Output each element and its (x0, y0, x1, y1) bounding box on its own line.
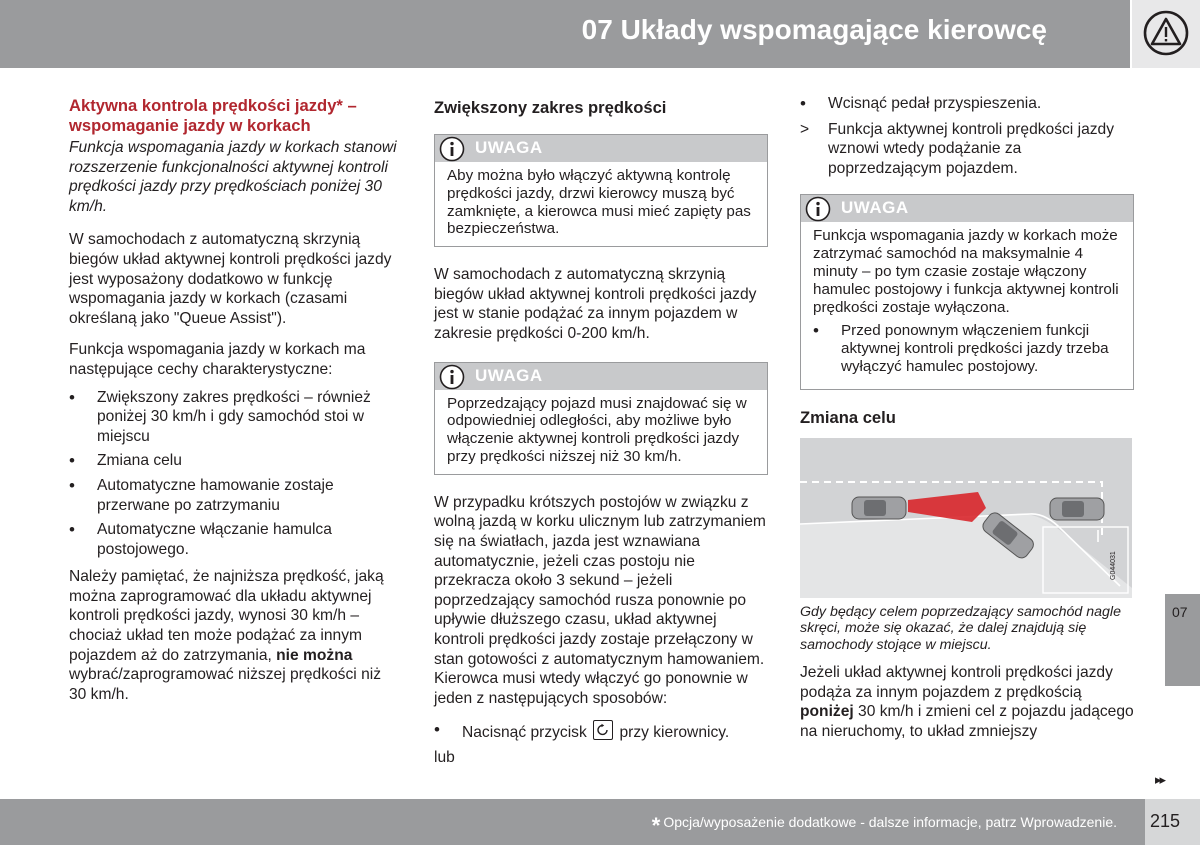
footer-note (652, 813, 1117, 839)
text-run: Należy pamiętać, że najniższa prędkość, jaką można zaprogramować dla układu aktywnej kontroli prędkości jazdy, wynosi 30 km/h – chociaż układ ten może podążać za innym pojazdem aż do zatrzymania, (69, 568, 384, 664)
notice-label: UWAGA (475, 138, 543, 157)
traffic-diagram (800, 438, 1132, 598)
asterisk: * (651, 813, 661, 838)
warning-triangle-icon (1143, 10, 1189, 56)
notice-label: UWAGA (841, 198, 909, 218)
notice-header (435, 135, 767, 162)
emphasis: poniżej (800, 703, 854, 721)
notice-text: Aby można było włączyć aktywną kontrolę prędkości jazdy, drzwi kierowcy muszą być zamknięte, a kierowca musi mieć zapięty pas bezpieczeństwa. (447, 167, 751, 238)
column-middle (434, 94, 768, 767)
text-run: przy kierownicy. (619, 724, 730, 742)
figure-caption: Gdy będący celem poprzedzający samochód nagle skręci, może się okazać, że dalej znajdują się samochody stojące w miejscu. (800, 603, 1121, 653)
notice-box (434, 362, 768, 475)
paragraph: W przypadku krótszych postojów w związku z wolną jazdą w korku ulicznym lub zatrzymaniem się na światłach, jazda jest wznawiana automatycznie, jeżeli czas postoju nie przekracza około 3 sekund – jeżeli poprzedzający samochód rusza ponownie po upływie dłuższego czasu, układ aktywnej kontroli prędkości jazdy zostaje przełączony w stan gotowości z automatycznym hamowaniem. Kierowca musi wtedy włączyć go ponownie w jeden z następujących sposobów: (434, 493, 766, 707)
info-icon (439, 136, 465, 162)
feature-list (69, 388, 399, 560)
resume-list-cont (800, 94, 1134, 114)
figure-code: G044031 (1110, 550, 1117, 580)
notice-header (801, 195, 1133, 222)
section-heading: Zwiększony zakres prędkości (434, 98, 667, 117)
list-item: • Automatyczne włączanie hamulca postojowego. (69, 520, 399, 559)
result-text: Funkcja aktywnej kontroli prędkości jazdy wznowi wtedy podążanie za poprzedzającym pojazdem. (828, 120, 1115, 177)
list-item: • Wcisnąć pedał przyspieszenia. (800, 94, 1134, 114)
chapter-tab-label: 07 (1172, 604, 1188, 620)
page-number-box (1145, 799, 1200, 845)
notice-list (813, 322, 1121, 375)
paragraph: W samochodach z automatyczną skrzynią biegów układ aktywnej kontroli prędkości jazdy jest w stanie podążać za innym pojazdem w zakresie prędkości 0-200 km/h. (434, 266, 757, 342)
footer-text: Opcja/wyposażenie dodatkowe - dalsze informacje, patrz Wprowadzenie. (663, 814, 1117, 830)
text-run: 30 km/h i zmieni cel z pojazdu jadącego na nieruchomy, to układ zmniejszy (800, 703, 1134, 740)
continue-arrows-icon: ▸▸ (1155, 772, 1165, 787)
column-left (69, 94, 399, 716)
paragraph: Funkcja wspomagania jazdy w korkach ma następujące cechy charakterystyczne: (69, 341, 366, 378)
notice-text: Funkcja wspomagania jazdy w korkach może zatrzymać samochód na maksymalnie 4 minuty – po tym czasie zostaje włączony hamulec postojowy i funkcja aktywnej kontroli prędkości zostaje wyłączona. (813, 227, 1119, 316)
text-run: wybrać/zaprogramować niższej prędkości niż 30 km/h. (69, 666, 381, 703)
notice-text: Poprzedzający pojazd musi znajdować się w odpowiedniej odległości, aby możliwe było włączenie aktywnej kontroli prędkości jazdy przy prędkości niższej niż 30 km/h. (447, 394, 747, 465)
emphasis: nie można (276, 646, 353, 664)
page-number: 215 (1150, 811, 1181, 831)
list-item: • Automatyczne hamowanie zostaje przerwane po zatrzymaniu (69, 476, 399, 515)
column-right (800, 94, 1134, 753)
chapter-icon-box (1132, 0, 1200, 68)
own-car (852, 497, 906, 519)
notice-box (434, 134, 768, 247)
stationary-car (1050, 498, 1104, 520)
target-change-illustration (800, 438, 1132, 598)
text-run: Jeżeli układ aktywnej kontroli prędkości jazdy podąża za innym pojazdem z prędkością (800, 663, 1113, 701)
page-footer (0, 799, 1145, 845)
paragraph (800, 663, 1134, 741)
resume-list (434, 720, 768, 743)
notice-header (435, 363, 767, 390)
list-item: • Zwiększony zakres prędkości – również poniżej 30 km/h i gdy samochód stoi w miejscu (69, 388, 399, 447)
info-icon (805, 196, 831, 222)
resume-button-icon (593, 720, 613, 740)
paragraph: W samochodach z automatyczną skrzynią biegów układ aktywnej kontroli prędkości jazdy jest wyposażony dodatkowo w funkcję wspomagania jazdy w korkach (czasami określaną jako "Queue Assist"). (69, 231, 392, 327)
notice-label: UWAGA (475, 365, 543, 385)
section-heading: Aktywna kontrola prędkości jazdy* – wspomaganie jazdy w korkach (69, 96, 357, 135)
chapter-header (0, 0, 1130, 68)
or-text: lub (434, 748, 455, 766)
text-run: Nacisnąć przycisk (462, 724, 587, 742)
list-item: • Zmiana celu (69, 451, 399, 471)
chapter-title: 07 Układy wspomagające kierowcę (581, 14, 1047, 45)
notice-box (800, 194, 1134, 389)
section-heading: Zmiana celu (800, 407, 896, 427)
result-item (800, 120, 1134, 179)
notice-body (801, 222, 1133, 388)
result-arrow: > (800, 120, 810, 138)
chapter-tab (1165, 594, 1200, 686)
list-item: • Przed ponownym włączeniem funkcji aktywnej kontroli prędkości jazdy trzeba wyłączyć hamulec postojowy. (813, 322, 1121, 375)
list-item (434, 720, 768, 743)
info-icon (439, 364, 465, 390)
paragraph (69, 567, 399, 704)
section-intro: Funkcja wspomagania jazdy w korkach stanowi rozszerzenie funkcjonalności aktywnej kontroli prędkości jazdy przy prędkościach poniżej 30 km/h. (69, 139, 397, 215)
